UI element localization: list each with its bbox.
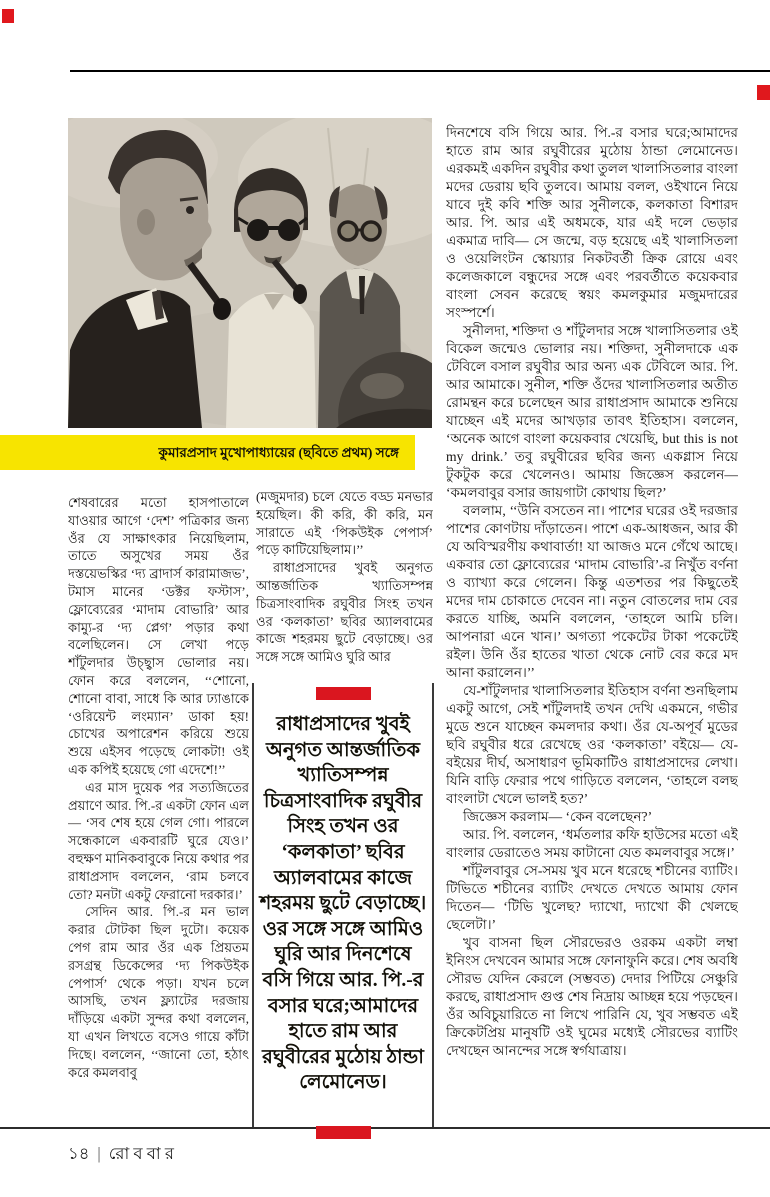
article-paragraph: রাধাপ্রসাদের খুবই অনুগত আন্তর্জাতিক খ্যাতিসম্পন্ন চিত্রসাংবাদিক রঘুবীর সিংহ তখন ওর ‘কলকাতা’ ছবির অ্যালবামের কাজে শহরময় ছুটে বেড়াচ্ছে। ওর সঙ্গে সঙ্গে আমিও ঘুরি আর	[256, 560, 433, 665]
article-paragraph: শাঁটুলবাবুর সে-সময় খুব মনে ধরেছে শচীনের ব্যাটিং। টিভিতে শচীনের ব্যাটিং দেখতে দেখতে আমায় ফোন দিতেন— ‘টিভি খুলেছ? দ্যাখো, দ্যাখো কী খেলছে ছেলেটা।’	[446, 863, 738, 932]
footer-rule	[0, 1127, 770, 1129]
bleed-mark-right-edge	[757, 85, 770, 100]
pull-quote-red-bar-top	[316, 687, 371, 700]
article-paragraph: আর. পি. বললেন, ‘ধর্মতলার কফি হাউসের মতো এই বাংলার ডেরাতেও সময় কাটানো যেত কমলবাবুর সঙ্গে।’	[446, 827, 738, 860]
bw-group-photo	[68, 118, 432, 428]
article-paragraph: খুব বাসনা ছিল সৌরভেরও ওরকম একটা লম্বা ইনিংস দেখবেন আমার সঙ্গে ফোনাফুনি করে। শেষ অবধি সৌরভ যেদিন কেরলে (সম্ভবত) দেদার পিটিয়ে সেঞ্চুরি করছে, রাধাপ্রসাদ গুপ্ত শেষ নিদ্রায় আচ্ছন্ন হয়ে পড়ছেন। ওঁর অবিচুয়ারিতে না লিখে পারিনি যে, খুব সম্ভবত এই ক্রিকেটপ্রিয় মানুষটি ওই ঘুমের মধ্যেই সৌরভের ব্যাটিং দেখছেন আনন্দের সঙ্গে স্বর্গযাত্রায়।	[446, 935, 738, 1058]
footer-separator: |	[97, 1144, 101, 1163]
photo-caption: কুমারপ্রসাদ মুখোপাধ্যায়ের (ছবিতে প্রথম) সঙ্গে	[0, 435, 415, 470]
footer	[68, 1140, 174, 1168]
left-column	[68, 494, 249, 1124]
article-paragraph: শেষবারের মতো হাসপাতালে যাওয়ার আগে ‘দেশ’ পত্রিকার জন্য ওঁর যে সাক্ষাৎকার নিয়েছিলাম, তাতে অসুখের সময় ওঁর দস্তয়েভস্কির ‘দ্য ব্রাদার্স কারামাজভ’, টমাস মানের ‘ডক্টর ফস্টাস’, ফ্লোব্যেরের ‘মাদাম বোভারি’ আর কাম্যু-র ‘দ্য প্লেগ’ পড়ার কথা বলেছিলেন। সে লেখা পড়ে শাঁটুলদার উচ্ছ্বাস ভোলার নয়। ফোন করে বললেন, ‘‘শোনো, শোনো বাবা, সাধে কি আর ঢ্যাঙাকে ‘ওরিয়েন্ট লংম্যান’ ডাকা হয়! চোখের অপারেশন করিয়ে শুয়ে শুয়ে এইসব পড়েছে লোকটা! ওই এক কপিই হয়েছে গো এদেশে!’’	[68, 495, 249, 777]
article-paragraph: যে-শাঁটুলদার খালাসিতলার ইতিহাস বর্ণনা শুনছিলাম একটু আগে, সেই শাঁটুলদাই তখন দেখি একমনে, গভীর মুডে শুনে যাচ্ছেন কমলদার কথা। ওঁর যে-অপূর্ব মুডের ছবি রঘুবীর ধরে রেখেছে ওর ‘কলকাতা’ বইয়ে— যে-বইয়ের দীর্ঘ, অসাধারণ ভূমিকাটিও রাধাপ্রসাদের লেখা। যিনি বাড়ি ফেরার পথে গাড়িতে বললেন, ‘তাহলে বলছ বাংলাটা খেলে ভালই হত?’	[446, 683, 738, 806]
article-photo	[68, 118, 432, 428]
article-paragraph: বললাম, ‘‘উনি বসতেন না। পাশের ঘরের ওই দরজার পাশের কোণটায় দাঁড়াতেন। পাশে এক-আধজন, আর কী যে অবিস্মরণীয় কথাবার্তা! যা আজও মনে গেঁথে আছে। একবার তো ফ্লোব্যেরের ‘মাদাম বোভারি’-র নিখুঁত বর্ণনা ও ব্যাখ্যা করে গেলেন। কিন্তু এতশতর পর কিছুতেই মদের দাম চোকাতে দেবেন না। নতুন বোতলের দাম বের করতে যাচ্ছি, অমনি বললেন, ‘তাহলে আমি চলি। আপনারা এনে খান।’ অগত্যা পকেটের টাকা পকেটেই রইল। উনি ওঁর হাতের খাতা থেকে নোট বের করে মদ আনা করালেন।’’	[446, 503, 738, 680]
article-paragraph: এর মাস দুয়েক পর সত্যজিতের প্রয়াণে আর. পি.-র একটা ফোন এল— ‘সব শেষ হয়ে গেল গো। পারলে সন্ধেকালে একবারটি ঘুরে যেও।’ বহুক্ষণ মানিকবাবুকে নিয়ে কথার পর রাধাপ্রসাদ বললেন, ‘রাম চলবে তো? মনটা একটু ফেরানো দরকার।’	[68, 779, 249, 902]
article-paragraph: দিনশেষে বসি গিয়ে আর. পি.-র বসার ঘরে;আমাদের হাতে রাম আর রঘুবীরের মুঠোয় ঠান্ডা লেমোনেড। এরকমই একদিন রঘুবীর কথা তুলল খালাসিতলার বাংলা মদের ডেরায় ছবি তুলবে। আমায় বলল, ওইখানে নিয়ে যাবে দুই কবি শক্তি আর সুনীলকে, কলকাতা বিশারদ আর. পি. আর এই অধমকে, যার এই দলে ভেড়ার একমাত্র দাবি— সে জন্মে, বড় হয়েছে এই খালাসিতলা ও ওয়েলিংটন স্কোয়্যার নিকটবর্তী ক্রিক রোয়ে এবং কলেজকালে বন্ধুদের সঙ্গে এবং পরবর্তীতে কয়েকবার বাংলা সেবন করেছে স্বয়ং কমলকুমার মজুমদারের সংস্পর্শে।	[446, 125, 738, 320]
page-number: ১৪	[68, 1144, 90, 1163]
article-paragraph: সুনীলদা, শক্তিদা ও শাঁটুলদার সঙ্গে খালাসিতলার ওই বিকেল জন্মেও ভোলার নয়। শক্তিদা, সুনীলদাকে এক টেবিলে বসাল রঘুবীর আর অন্য এক টেবিলে আর. পি. আর আমাকে। সুনীল, শক্তি ওঁদের খালাসিতলার অতীত রোমন্থন করে চলেছেন আর রাধাপ্রসাদ আমাকে শুনিয়ে যাচ্ছেন এই মদের আখড়ার তাবৎ ইতিহাস। বললেন, ‘অনেক আগে বাংলা কয়েকবার খেয়েছি, but this is not my drink.’ তবু রঘুবীরের ছবির জন্য একগ্লাস নিয়ে টুকটুক করে খেলেনও। আমায় জিজ্ঞেস করলেন— ‘কমলবাবুর বসার জায়গাটা কোথায় ছিল?’	[446, 323, 738, 500]
bleed-mark-top-left	[2, 9, 14, 23]
middle-column	[256, 488, 433, 673]
pull-quote-text: রাধাপ্রসাদের খুবই অনুগত আন্তর্জাতিক খ্যাতিসম্পন্ন চিত্রসাংবাদিক রঘুবীর সিংহ তখন ওর ‘কলকাতা’ ছবির অ্যালবামের কাজে শহরময় ছুটে বেড়াচ্ছে। ওর সঙ্গে সঙ্গে আমিও ঘুরি আর দিনশেষে বসি গিয়ে আর. পি.-র বসার ঘরে;আমাদের হাতে রাম আর রঘুবীরের মুঠোয় ঠান্ডা লেমোনেড।	[259, 714, 427, 1094]
magazine-name: রো ব বা র	[108, 1144, 174, 1163]
pull-quote-red-bar-bottom	[316, 1126, 371, 1139]
article-paragraph: জিজ্ঞেস করলাম— ‘কেন বলেছেন?’	[463, 809, 653, 824]
header-rule	[70, 70, 770, 72]
article-paragraph: (মজুমদার) চলে যেতে বড্ড মনভার হয়েছিল। কী করি, কী করি, মন সারাতে এই ‘পিকউইক পেপার্স’ পড়ে কাটিয়েছিলাম।’’	[256, 489, 433, 558]
article-paragraph: সেদিন আর. পি.-র মন ভাল করার টোটকা ছিল দুটো। কয়েক পেগ রাম আর ওঁর এক প্রিয়তম রসগ্রন্থ ডিকেন্সের ‘দ্য পিকউইক পেপার্স’ থেকে পড়া। যখন চলে আসছি, তখন ফ্ল্যাটের দরজায় দাঁড়িয়ে একটা সুন্দর কথা বললেন, যা এখন লিখতে বসেও গায়ে কাঁটা দিছে। বললেন, ‘‘জানো তো, হঠাৎ করে কমলবাবু	[68, 904, 249, 1080]
right-column	[446, 124, 738, 1124]
